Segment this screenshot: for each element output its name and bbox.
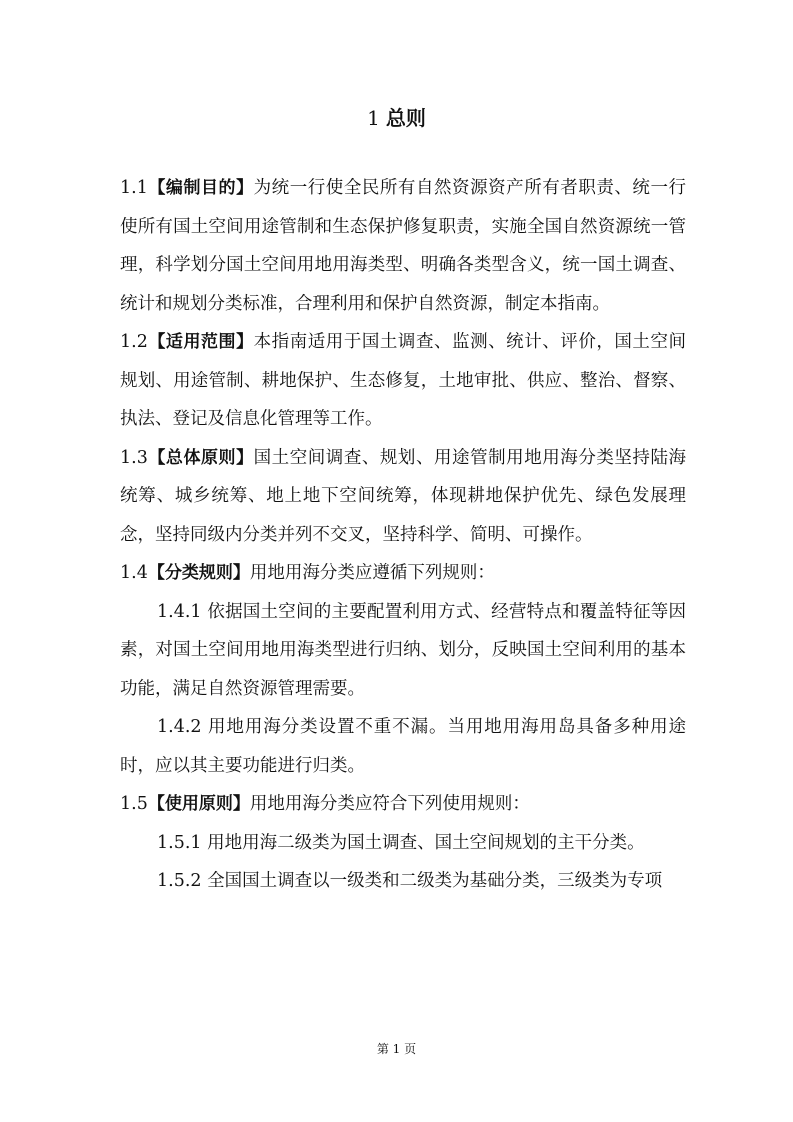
section-keyword: 【总体原则】 — [147, 447, 254, 468]
section-1-4-1 — [120, 593, 686, 709]
section-1-4-2 — [120, 708, 686, 785]
page-number: 1 — [392, 1042, 401, 1056]
section-number: 1.4 — [120, 563, 148, 583]
chapter-title: 总则 — [385, 106, 426, 130]
footer-suffix: 页 — [404, 1042, 417, 1056]
subsection-text: 全国国土调查以一级类和二级类为基础分类，三级类为专项 — [207, 871, 663, 891]
section-1-5-1 — [120, 824, 686, 863]
page-title — [0, 104, 793, 132]
section-text: 为统一行使全民所有自然资源资产所有者职责、统一行使所有国土空间用途管制和生态保护修复职责，实施全国自然资源统一管理，科学划分国土空间用地用海类型、明确各类型含义，统一国土调查、统计和规划分类标准，合理利用和保护自然资源，制定本指南。 — [120, 178, 687, 314]
section-number: 1.2 — [120, 332, 148, 352]
subsection-text: 用地用海分类设置不重不漏。当用地用海用岛具备多种用途时，应以其主要功能进行归类。 — [120, 717, 686, 776]
section-1-4 — [120, 554, 686, 593]
section-1-5 — [120, 785, 686, 824]
section-text: 国土空间调查、规划、用途管制用地用海分类坚持陆海统筹、城乡统筹、地上地下空间统筹，体现耕地保护优先、绿色发展理念，坚持同级内分类并列不交叉，坚持科学、简明、可操作。 — [120, 447, 687, 545]
section-text: 用地用海分类应遵循下列规则： — [249, 563, 495, 583]
subsection-number: 1.5.2 — [157, 871, 202, 891]
section-text: 用地用海分类应符合下列使用规则： — [249, 794, 530, 814]
section-1-1 — [120, 169, 686, 323]
chapter-number: 1 — [367, 106, 380, 130]
subsection-text: 依据国土空间的主要配置利用方式、经营特点和覆盖特征等因素，对国土空间用地用海类型进行归纳、划分，反映国土空间利用的基本功能，满足自然资源管理需要。 — [120, 601, 686, 699]
subsection-number: 1.5.1 — [157, 832, 202, 853]
section-number: 1.3 — [120, 447, 148, 468]
section-keyword: 【编制目的】 — [147, 178, 254, 198]
document-body — [120, 169, 686, 901]
section-1-5-2 — [120, 862, 686, 901]
subsection-number: 1.4.1 — [157, 601, 202, 622]
section-keyword: 【使用原则】 — [147, 794, 250, 814]
subsection-number: 1.4.2 — [157, 717, 202, 737]
section-keyword: 【适用范围】 — [147, 332, 254, 352]
section-keyword: 【分类规则】 — [147, 563, 250, 583]
page-footer — [0, 1041, 793, 1057]
section-number: 1.5 — [120, 794, 148, 814]
section-number: 1.1 — [120, 178, 148, 198]
section-1-3 — [120, 439, 686, 555]
section-1-2 — [120, 323, 686, 439]
subsection-text: 用地用海二级类为国土调查、国土空间规划的主干分类。 — [207, 832, 645, 853]
footer-prefix: 第 — [376, 1042, 389, 1056]
section-text: 本指南适用于国土调查、监测、统计、评价，国土空间规划、用途管制、耕地保护、生态修复，土地审批、供应、整治、督察、执法、登记及信息化管理等工作。 — [120, 332, 687, 429]
